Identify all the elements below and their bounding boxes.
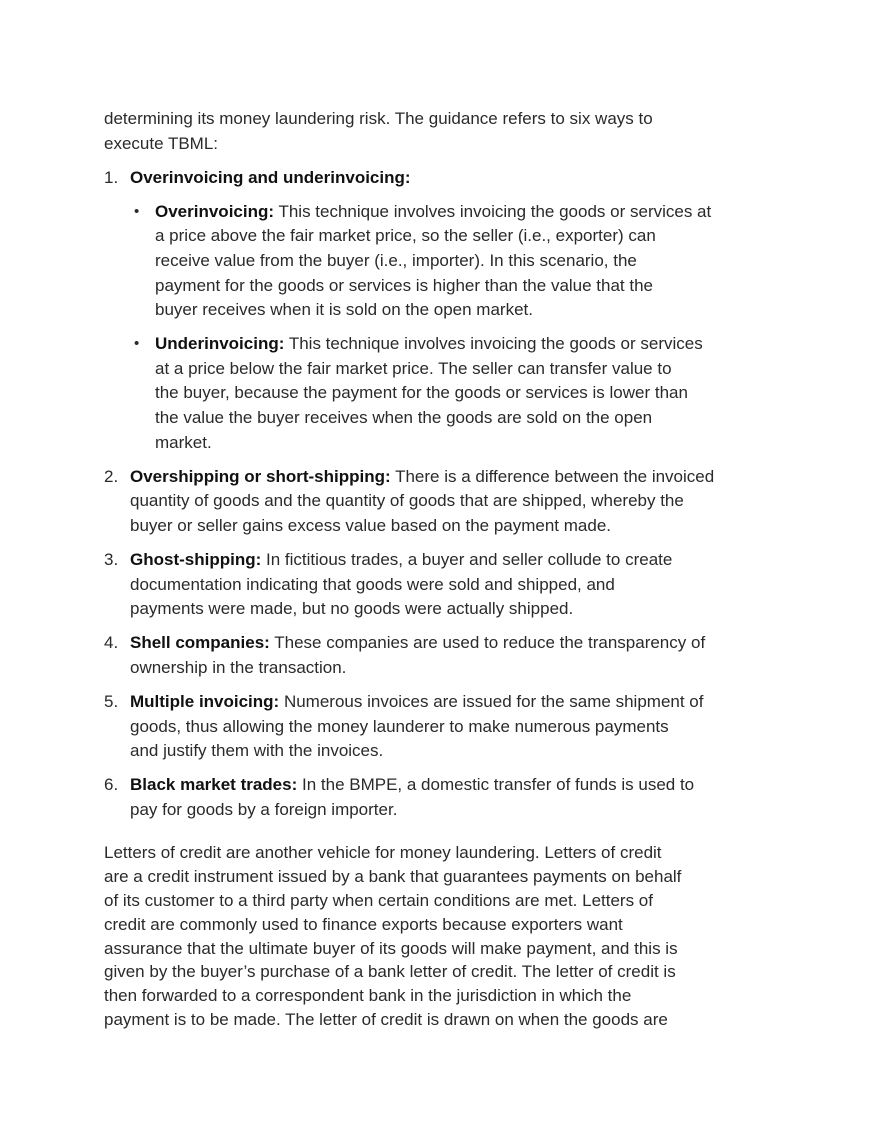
tbml-methods-list — [104, 166, 714, 823]
intro-paragraph — [104, 107, 714, 156]
line-text: documentation indicating that goods were sold and shipped, and — [130, 574, 615, 594]
text-line — [155, 274, 714, 299]
line-text: Letters of credit are another vehicle for money laundering. Letters of credit — [104, 843, 662, 863]
line-text: There is a difference between the invoiced — [390, 466, 715, 486]
line-text: Numerous invoices are issued for the same shipment of — [279, 691, 704, 711]
text-line — [104, 841, 714, 865]
bullet-icon: • — [134, 335, 140, 353]
line-text: This technique involves invoicing the goods or services at — [274, 201, 712, 221]
line-text: the value the buyer receives when the goods are sold on the open — [155, 408, 653, 428]
bullet-icon: • — [134, 202, 140, 220]
item-label: Underinvoicing: — [155, 334, 285, 354]
text-line — [104, 107, 714, 132]
list-item — [104, 166, 714, 191]
line-text: This technique involves invoicing the goods or services — [284, 334, 703, 354]
text-line — [130, 739, 714, 764]
document-page — [104, 107, 714, 1032]
item-label: Multiple invoicing: — [130, 691, 280, 711]
item-number: 2. — [104, 466, 119, 486]
text-line — [130, 597, 714, 622]
item-label: Ghost-shipping: — [130, 550, 262, 569]
line-text: receive value from the buyer (i.e., importer). In this scenario, the — [155, 250, 637, 270]
line-text: at a price below the fair market price. The seller can transfer value to — [155, 358, 672, 378]
item-number: 5. — [104, 691, 119, 711]
line-text: assurance that the ultimate buyer of its goods will make payment, and this is — [104, 938, 678, 958]
text-line — [104, 937, 714, 961]
text-line — [104, 865, 714, 889]
item-label: Overinvoicing: — [155, 201, 275, 221]
line-text: In fictitious trades, a buyer and seller collude to create — [261, 550, 673, 569]
text-line — [104, 984, 714, 1008]
item-label: Shell companies: — [130, 633, 270, 653]
text-line — [104, 889, 714, 913]
list-item — [104, 690, 714, 764]
line-text: and justify them with the invoices. — [130, 741, 384, 761]
line-text: credit are commonly used to finance exports because exporters want — [104, 914, 623, 934]
letters-of-credit-paragraph — [104, 841, 714, 1031]
text-line — [130, 573, 714, 598]
text-line — [130, 465, 714, 490]
item-number: 3. — [104, 550, 119, 569]
line-text: then forwarded to a correspondent bank in the jurisdiction in which the — [104, 986, 632, 1006]
text-line — [104, 1008, 714, 1032]
text-line — [130, 514, 714, 539]
line-text: ownership in the transaction. — [130, 657, 347, 677]
line-text: market. — [155, 432, 212, 452]
line-text: payments were made, but no goods were actually shipped. — [130, 599, 574, 619]
text-line — [155, 406, 714, 431]
text-line — [130, 690, 714, 715]
line-text: are a credit instrument issued by a bank that guarantees payments on behalf — [104, 867, 682, 887]
line-text: payment for the goods or services is higher than the value that the — [155, 275, 654, 295]
line-text: goods, thus allowing the money launderer to make numerous payments — [130, 716, 669, 736]
list-item — [104, 773, 714, 822]
list-item — [104, 465, 714, 539]
text-line — [130, 548, 714, 573]
text-line — [130, 631, 714, 656]
text-line — [155, 249, 714, 274]
text-line — [155, 381, 714, 406]
line-text: buyer or seller gains excess value based on the payment made. — [130, 515, 611, 535]
line-text: payment is to be made. The letter of credit is drawn on when the goods are — [104, 1010, 668, 1030]
item-label: Overinvoicing and underinvoicing: — [130, 167, 411, 187]
line-text: given by the buyer’s purchase of a bank letter of credit. The letter of credit is — [104, 962, 676, 982]
text-line — [155, 357, 714, 382]
text-line — [155, 332, 714, 357]
item-number: 6. — [104, 775, 119, 795]
text-line — [155, 200, 714, 225]
line-text: quantity of goods and the quantity of goods that are shipped, whereby the — [130, 491, 684, 511]
text-line — [130, 489, 714, 514]
line-text: These companies are used to reduce the transparency of — [269, 633, 706, 653]
text-line — [155, 431, 714, 456]
line-text: pay for goods by a foreign importer. — [130, 799, 398, 819]
text-line — [155, 298, 714, 323]
line-text: the buyer, because the payment for the goods or services is lower than — [155, 383, 688, 403]
sub-list-item — [104, 332, 714, 455]
line-text: buyer receives when it is sold on the open market. — [155, 300, 533, 320]
item-number: 4. — [104, 633, 119, 653]
item-label: Black market trades: — [130, 775, 298, 795]
text-line — [155, 224, 714, 249]
text-line — [104, 913, 714, 937]
text-line — [130, 773, 714, 798]
list-item — [104, 548, 714, 622]
text-line — [104, 132, 714, 157]
line-text: execute TBML: — [104, 133, 219, 153]
item-label: Overshipping or short-shipping: — [130, 466, 391, 486]
text-line — [130, 715, 714, 740]
text-line — [130, 798, 714, 823]
line-text: a price above the fair market price, so the seller (i.e., exporter) can — [155, 226, 656, 246]
text-line — [130, 656, 714, 681]
sub-list-item — [104, 200, 714, 323]
list-item — [104, 631, 714, 680]
line-text: In the BMPE, a domestic transfer of funds is used to — [297, 775, 695, 795]
line-text: of its customer to a third party when certain conditions are met. Letters of — [104, 891, 653, 911]
text-line — [104, 960, 714, 984]
line-text: determining its money laundering risk. The guidance refers to six ways to — [104, 109, 653, 128]
item-number: 1. — [104, 167, 119, 187]
text-line — [130, 166, 714, 191]
